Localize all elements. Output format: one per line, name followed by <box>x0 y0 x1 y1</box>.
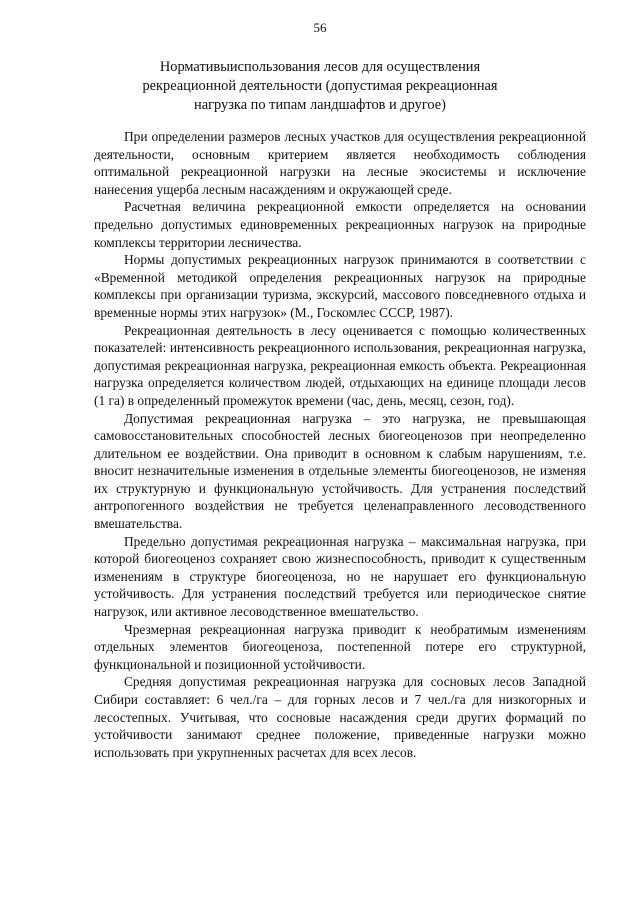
paragraph: При определении размеров лесных участков для осуществления рекреационной деятельности, основным критерием является необходимость соблюдения оптимальной рекреационной нагрузки на лесные экосистемы и исключение нанесения ущерба лесным насаждениям и окружающей среде. <box>94 129 586 197</box>
paragraph: Средняя допустимая рекреационная нагрузка для сосновых лесов Западной Сибири составляет: 6 чел./га – для горных лесов и 7 чел./га для низкогорных и лесостепных. Учитывая, что сосновые насаждения среди других формаций по устойчивости занимают среднее положение, приведенные нагрузки можно использовать при укрупненных расчетах для всех лесов. <box>94 674 586 760</box>
title-line: рекреационной деятельности (допустимая рекреационная <box>142 78 498 94</box>
title-line: нагрузка по типам ландшафтов и другое) <box>194 97 446 113</box>
section-title <box>100 58 540 115</box>
title-line: Нормативыиспользования лесов для осуществления <box>159 59 481 75</box>
paragraph: Предельно допустимая рекреационная нагрузка – максимальная нагрузка, при которой биогеоценоз сохраняет свою жизнеспособность, приводит к существенным изменениям в структуре биогеоценоза, но не нарушает его функциональную устойчивость. Для устранения последствий требуется или периодическое снятие нагрузок, или активное лесоводственное вмешательство. <box>94 533 586 620</box>
body-text <box>94 128 586 761</box>
paragraph: Расчетная величина рекреационной емкости определяется на основании предельно допустимых единовременных рекреационных нагрузок на природные комплексы территории лесничества. <box>94 199 586 250</box>
paragraph: Рекреационная деятельность в лесу оценивается с помощью количественных показателей: интенсивность рекреационного использования, рекреационная нагрузка, допустимая рекреационная нагрузка, рекреационная емкость объекта. Рекреационная нагрузка определяется количеством людей, отдыхающих на единице площади лесов (1 га) в определенный промежуток времени (час, день, месяц, сезон, год). <box>94 322 586 408</box>
paragraph: Допустимая рекреационная нагрузка – это нагрузка, не превышающая самовосстановительных способностей лесных биогеоценозов при неопределенно длительном ее воздействии. Она приводит в основном к слабым нарушениям, т.е. вносит незначительные изменения в отдельные элементы биогеоценозов, не изменяя их структурную и функциональную устойчивость. Для устранения последствий антропогенного воздействия не требуется целенаправленного лесоводственного вмешательства. <box>94 410 586 532</box>
paragraph: Нормы допустимых рекреационных нагрузок принимаются в соответствии с «Временной методикой определения рекреационных нагрузок на природные комплексы при организации туризма, экскурсий, массового повседневного отдыха и временные нормы этих нагрузок» (М., Госкомлес СССР, 1987). <box>94 252 586 320</box>
paragraph: Чрезмерная рекреационная нагрузка приводит к необратимым изменениям отдельных элементов биогеоценоза, постепенной потере его структурной, функциональной и позиционной устойчивости. <box>94 621 586 672</box>
page-number: 56 <box>313 20 327 35</box>
